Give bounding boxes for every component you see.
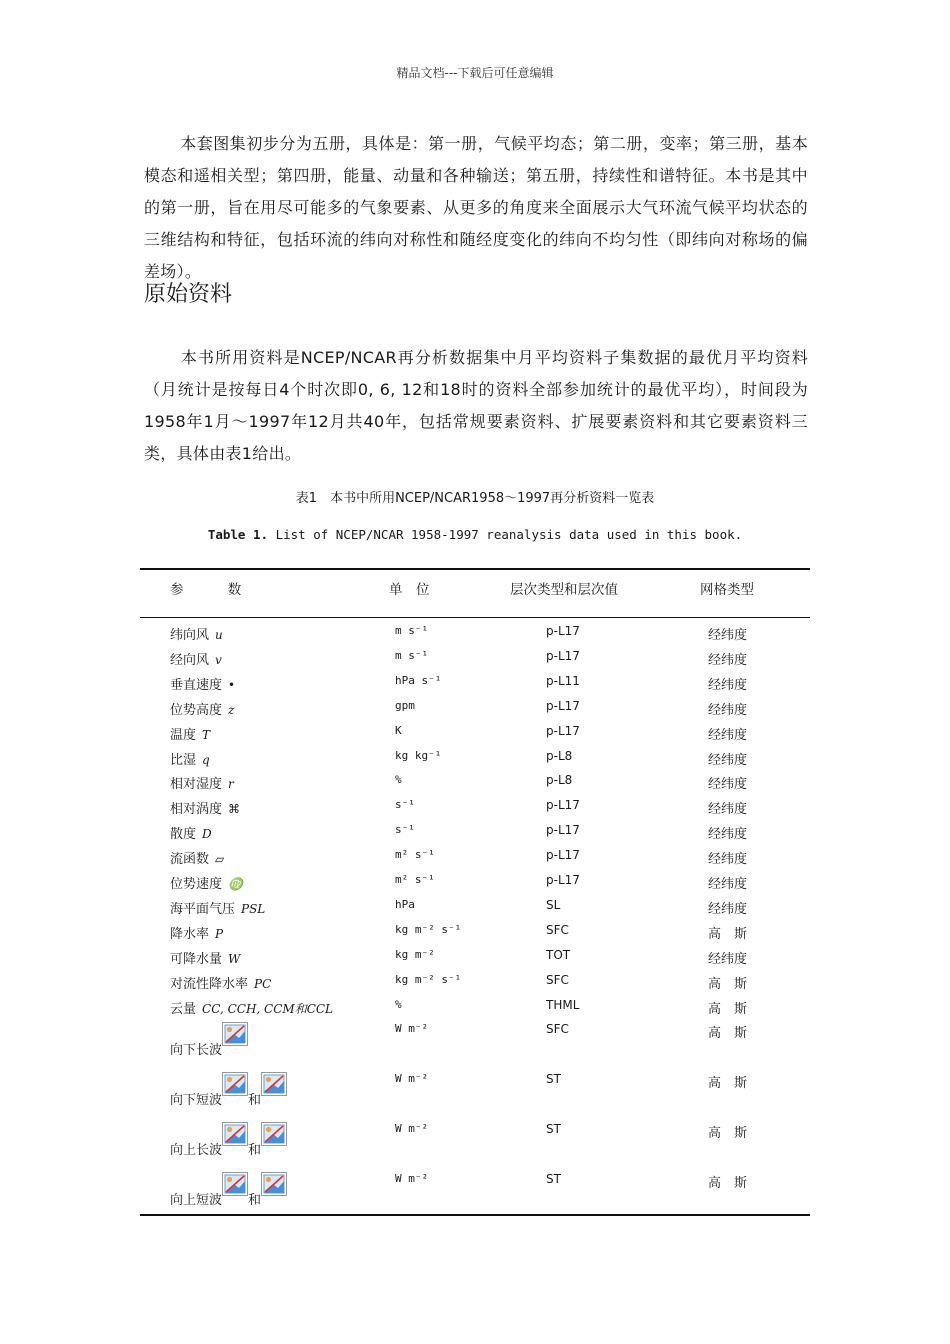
parameter-symbol: ▱ bbox=[215, 852, 225, 867]
unit-cell: gpm bbox=[395, 698, 415, 712]
table-top-rule bbox=[140, 568, 810, 570]
grid-cell: 经纬度 bbox=[708, 752, 748, 768]
page-header: 精品文档---下载后可任意编辑 bbox=[396, 66, 554, 80]
intro-paragraph: 本套图集初步分为五册，具体是：第一册，气候平均态；第二册，变率；第三册，基本模态和遥相关型；第四册，能量、动量和各种输送；第五册，持续性和谱特征。本书是其中的第一册，旨在用尽可能多的气象要素、从更多的角度来全面展示大气环流气候平均状态的三维结构和特征，包括环流的纬向对称性和随经度变化的纬向不均匀性（即纬向对称场的偏差场）。 bbox=[144, 134, 808, 281]
broken-image-icon bbox=[222, 1122, 248, 1146]
parameter-cell bbox=[170, 998, 333, 1017]
grid-cell: 经纬度 bbox=[708, 677, 748, 693]
unit-cell: W m⁻² bbox=[395, 1172, 429, 1186]
grid-cell: 高 斯 bbox=[708, 1176, 748, 1192]
parameter-symbol: • bbox=[228, 677, 236, 692]
unit-cell: % bbox=[395, 997, 402, 1011]
table-row bbox=[0, 894, 950, 919]
level-cell: p-L17 bbox=[546, 873, 580, 887]
parameter-name: 向上短波 bbox=[170, 1193, 223, 1209]
level-cell: p-L17 bbox=[546, 823, 580, 838]
broken-image-icon bbox=[261, 1172, 287, 1196]
table-row bbox=[0, 645, 950, 670]
level-cell: TOT bbox=[546, 947, 571, 962]
conjunction: 和 bbox=[248, 1093, 262, 1109]
parameter-symbol: q bbox=[202, 752, 210, 767]
parameter-cell bbox=[170, 1132, 287, 1158]
parameter-symbol: T bbox=[202, 727, 211, 742]
parameter-name: 向下短波 bbox=[170, 1093, 223, 1109]
parameter-symbol: PSL bbox=[241, 901, 266, 916]
level-cell: p-L17 bbox=[546, 698, 580, 713]
parameter-name: 位势高度 bbox=[170, 702, 223, 718]
parameter-cell bbox=[170, 724, 210, 743]
grid-cell: 经纬度 bbox=[708, 777, 748, 793]
grid-cell: 高 斯 bbox=[708, 1126, 748, 1142]
level-cell: SFC bbox=[546, 1022, 569, 1037]
table-row bbox=[0, 745, 950, 770]
parameter-cell bbox=[170, 973, 271, 992]
unit-cell: m s⁻¹ bbox=[395, 624, 429, 637]
parameter-cell bbox=[170, 798, 240, 817]
level-cell: SFC bbox=[546, 972, 569, 987]
table-row bbox=[0, 919, 950, 944]
parameter-name: 相对湿度 bbox=[170, 777, 223, 793]
parameter-symbol: PC bbox=[254, 976, 272, 991]
conjunction: 和 bbox=[248, 1193, 262, 1209]
unit-cell: hPa s⁻¹ bbox=[395, 673, 442, 687]
table-header-rule bbox=[140, 617, 810, 618]
table-row bbox=[0, 620, 950, 645]
parameter-name: 纬向风 bbox=[170, 628, 210, 643]
table-row bbox=[0, 994, 950, 1019]
grid-cell: 经纬度 bbox=[708, 652, 748, 668]
broken-image-icon bbox=[222, 1022, 248, 1046]
level-cell: ST bbox=[546, 1122, 561, 1137]
parameter-cell bbox=[170, 823, 212, 842]
table-row bbox=[0, 1118, 950, 1168]
table-caption-en: Table 1. List of NCEP/NCAR 1958-1997 reanalysis data used in this book. bbox=[207, 527, 743, 542]
grid-cell: 高 斯 bbox=[708, 1026, 748, 1042]
header-level: 层次类型和层次值 bbox=[510, 582, 618, 598]
grid-cell: 经纬度 bbox=[708, 802, 748, 818]
table-row bbox=[0, 720, 950, 745]
grid-cell: 经纬度 bbox=[708, 702, 748, 718]
table-row bbox=[0, 844, 950, 869]
table-row bbox=[0, 969, 950, 994]
grid-cell: 经纬度 bbox=[708, 727, 748, 743]
grid-cell: 高 斯 bbox=[708, 1001, 748, 1017]
level-cell: SFC bbox=[546, 922, 569, 937]
parameter-name: 降水率 bbox=[170, 926, 210, 942]
table-bottom-rule bbox=[140, 1214, 810, 1216]
table-caption-cn: 表1 本书中所用NCEP/NCAR1958～1997再分析资料一览表 bbox=[295, 491, 655, 506]
parameter-name: 对流性降水率 bbox=[170, 976, 249, 992]
parameter-name: 比湿 bbox=[170, 752, 197, 768]
grid-cell: 经纬度 bbox=[708, 827, 748, 843]
broken-image-icon bbox=[222, 1072, 248, 1096]
parameter-cell bbox=[170, 699, 234, 718]
unit-cell: m² s⁻¹ bbox=[395, 873, 435, 886]
grid-cell: 经纬度 bbox=[708, 951, 748, 967]
unit-cell: W m⁻² bbox=[395, 1022, 429, 1036]
grid-cell: 经纬度 bbox=[708, 628, 748, 643]
grid-cell: 经纬度 bbox=[708, 852, 748, 868]
parameter-cell bbox=[170, 749, 210, 768]
parameter-cell bbox=[170, 948, 240, 967]
unit-cell: kg kg⁻¹ bbox=[395, 748, 442, 762]
parameter-cell bbox=[170, 1182, 287, 1208]
parameter-symbol: P bbox=[215, 926, 224, 941]
unit-cell: hPa bbox=[395, 897, 415, 911]
level-cell: p-L8 bbox=[546, 748, 573, 763]
parameter-name: 向上长波 bbox=[170, 1143, 223, 1159]
parameter-cell bbox=[170, 848, 224, 867]
parameter-name: 经向风 bbox=[170, 652, 210, 668]
header-unit: 单 位 bbox=[389, 582, 430, 598]
broken-image-icon bbox=[261, 1122, 287, 1146]
level-cell: p-L8 bbox=[546, 773, 573, 788]
unit-cell: W m⁻² bbox=[395, 1122, 429, 1136]
parameter-name: 海平面气压 bbox=[170, 901, 236, 917]
level-cell: p-L17 bbox=[546, 648, 580, 663]
parameter-name: 可降水量 bbox=[170, 951, 223, 967]
unit-cell: s⁻¹ bbox=[395, 798, 415, 812]
parameter-name: 云量 bbox=[170, 1001, 197, 1017]
header-parameter: 参 数 bbox=[170, 582, 242, 598]
table-row bbox=[0, 769, 950, 794]
unit-cell: % bbox=[395, 773, 402, 787]
grid-cell: 经纬度 bbox=[708, 877, 748, 892]
grid-cell: 高 斯 bbox=[708, 926, 748, 942]
grid-cell: 经纬度 bbox=[708, 901, 748, 917]
parameter-name: 位势速度 bbox=[170, 877, 223, 892]
level-cell: THML bbox=[546, 997, 580, 1012]
grid-cell: 高 斯 bbox=[708, 976, 748, 992]
parameter-cell bbox=[170, 773, 234, 792]
unit-cell: W m⁻² bbox=[395, 1072, 429, 1086]
parameter-cell bbox=[170, 1032, 248, 1058]
level-cell: ST bbox=[546, 1072, 561, 1087]
table-row bbox=[0, 695, 950, 720]
level-cell: p-L17 bbox=[546, 723, 580, 738]
level-cell: ST bbox=[546, 1172, 561, 1187]
conjunction: 和 bbox=[248, 1143, 262, 1159]
table-row bbox=[0, 670, 950, 695]
level-cell: p-L17 bbox=[546, 624, 580, 638]
unit-cell: kg m⁻² s⁻¹ bbox=[395, 922, 462, 936]
parameter-name: 流函数 bbox=[170, 852, 210, 868]
table-row bbox=[0, 1018, 950, 1068]
table-row bbox=[0, 1168, 950, 1218]
table-row bbox=[0, 819, 950, 844]
unit-cell: kg m⁻² bbox=[395, 947, 435, 961]
level-cell: p-L11 bbox=[546, 673, 580, 688]
parameter-symbol: D bbox=[202, 827, 212, 842]
header-grid: 网格类型 bbox=[700, 582, 754, 598]
broken-image-icon bbox=[222, 1172, 248, 1196]
table-row bbox=[0, 1068, 950, 1118]
level-cell: p-L17 bbox=[546, 798, 580, 813]
parameter-name: 垂直速度 bbox=[170, 677, 223, 693]
broken-image-icon bbox=[261, 1072, 287, 1096]
parameter-cell bbox=[170, 674, 235, 693]
parameter-cell bbox=[170, 923, 223, 942]
parameter-symbol: CC, CCH, CCM和CCL bbox=[202, 1001, 334, 1016]
parameter-symbol: r bbox=[228, 777, 234, 792]
parameter-symbol: v bbox=[215, 652, 222, 667]
unit-cell: m² s⁻¹ bbox=[395, 848, 435, 862]
parameter-cell bbox=[170, 1082, 287, 1108]
parameter-symbol: z bbox=[228, 702, 235, 717]
table-row bbox=[0, 794, 950, 819]
parameter-symbol: W bbox=[228, 951, 241, 966]
parameter-symbol: ♍ bbox=[228, 877, 243, 891]
parameter-name: 散度 bbox=[170, 827, 197, 843]
parameter-cell bbox=[170, 873, 243, 892]
parameter-cell bbox=[170, 898, 265, 917]
parameter-name: 温度 bbox=[170, 727, 197, 743]
data-paragraph: 本书所用资料是NCEP/NCAR再分析数据集中月平均资料子集数据的最优月平均资料（月统计是按每日4个时次即0, 6, 12和18时的资料全部参加统计的最优平均），时间段为1958年1月～1997年12月共40年，包括常规要素资料、扩展要素资料和其它要素资料三类，具体由表1给出。 bbox=[144, 348, 808, 463]
parameter-symbol: u bbox=[215, 628, 223, 642]
table-row bbox=[0, 869, 950, 894]
unit-cell: s⁻¹ bbox=[395, 823, 415, 837]
parameter-cell bbox=[170, 624, 223, 643]
level-cell: p-L17 bbox=[546, 848, 580, 863]
level-cell: SL bbox=[546, 897, 561, 912]
section-heading: 原始资料 bbox=[144, 282, 233, 307]
grid-cell: 高 斯 bbox=[708, 1076, 748, 1092]
unit-cell: kg m⁻² s⁻¹ bbox=[395, 972, 462, 986]
unit-cell: m s⁻¹ bbox=[395, 648, 429, 662]
parameter-name: 相对涡度 bbox=[170, 802, 223, 818]
table-row bbox=[0, 944, 950, 969]
unit-cell: K bbox=[395, 723, 402, 737]
parameter-symbol: ⌘ bbox=[228, 802, 241, 817]
parameter-name: 向下长波 bbox=[170, 1043, 223, 1059]
parameter-cell bbox=[170, 649, 222, 668]
